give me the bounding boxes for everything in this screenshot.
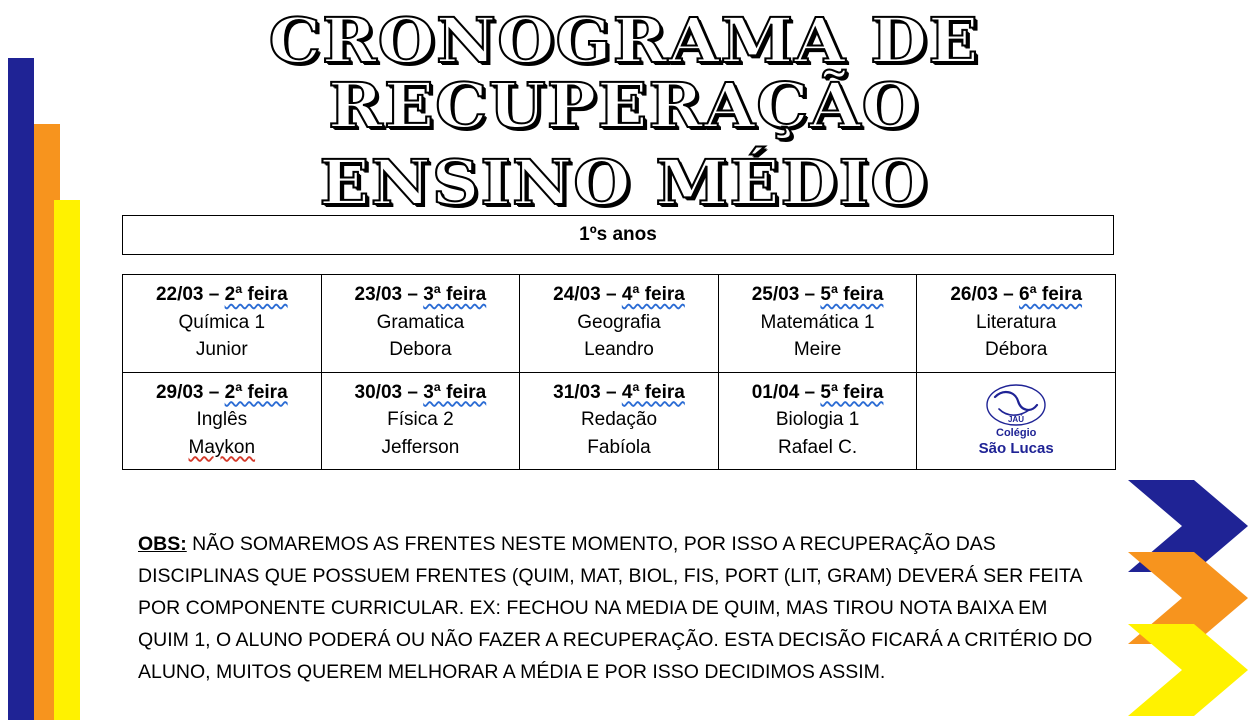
logo-cell bbox=[917, 372, 1116, 470]
title-line-2: ENSINO MÉDIO bbox=[319, 146, 929, 220]
cell-subject: Matemática 1 bbox=[760, 311, 875, 333]
svg-text:JAÚ: JAÚ bbox=[1008, 415, 1025, 425]
cell-weekday: 2ª feira bbox=[224, 381, 288, 403]
year-header-label: 1ºs anos bbox=[579, 224, 657, 245]
schedule-cell bbox=[123, 275, 322, 373]
table-row bbox=[123, 372, 1116, 470]
cell-teacher: Jefferson bbox=[381, 436, 460, 458]
cell-date: 23/03 – 3ª feira bbox=[354, 284, 487, 305]
cell-subject: Geografia bbox=[577, 311, 661, 333]
page-title bbox=[0, 4, 1248, 220]
cell-weekday: 5ª feira bbox=[820, 381, 884, 403]
cell-date: 30/03 – 3ª feira bbox=[354, 381, 487, 403]
obs-note bbox=[138, 528, 1100, 689]
schedule-cell bbox=[718, 275, 917, 373]
cell-teacher: Leandro bbox=[584, 339, 654, 361]
cell-weekday: 3ª feira bbox=[423, 381, 487, 403]
cell-date: 22/03 – 2ª feira bbox=[155, 284, 288, 305]
cell-subject: Literatura bbox=[976, 311, 1057, 333]
right-decoration bbox=[1118, 420, 1248, 720]
cell-date: 25/03 – 5ª feira bbox=[751, 284, 884, 305]
cell-subject: Redação bbox=[580, 409, 658, 431]
cell-weekday: 3ª feira bbox=[423, 284, 487, 305]
cell-subject: Gramatica bbox=[376, 311, 465, 333]
schedule-cell bbox=[123, 372, 322, 470]
cell-teacher: Rafael C. bbox=[777, 436, 858, 458]
cell-weekday: 4ª feira bbox=[621, 284, 685, 305]
logo-swoosh-icon bbox=[985, 383, 1047, 427]
logo-name-text: São Lucas bbox=[978, 439, 1054, 457]
cell-subject: Biologia 1 bbox=[775, 409, 860, 431]
cell-teacher: Meire bbox=[793, 339, 842, 361]
schedule-cell bbox=[520, 372, 719, 470]
cell-subject: Química 1 bbox=[178, 311, 266, 333]
cell-date: 24/03 – 4ª feira bbox=[553, 284, 685, 305]
schedule-table bbox=[122, 274, 1116, 470]
cell-teacher: Debora bbox=[389, 339, 452, 361]
cell-teacher: Junior bbox=[195, 339, 248, 361]
cell-date: 29/03 – 2ª feira bbox=[155, 381, 288, 403]
logo-colegio-text: Colégio bbox=[996, 427, 1037, 440]
decor-bar-yellow bbox=[54, 200, 80, 720]
schedule-cell bbox=[321, 372, 520, 470]
cell-date: 01/04 – 5ª feira bbox=[751, 381, 884, 403]
schedule-cell bbox=[718, 372, 917, 470]
title-line-1: CRONOGRAMA DE RECUPERAÇÃO bbox=[268, 4, 980, 143]
schedule-cell bbox=[520, 275, 719, 373]
schedule-cell bbox=[321, 275, 520, 373]
schedule-cell bbox=[917, 275, 1116, 373]
cell-teacher: Débora bbox=[985, 339, 1048, 361]
cell-date: 26/03 – 6ª feira bbox=[950, 284, 1083, 305]
cell-subject: Inglês bbox=[196, 409, 248, 431]
cell-date: 31/03 – 4ª feira bbox=[553, 381, 685, 403]
decor-chevron-yellow bbox=[1128, 624, 1248, 716]
cell-subject: Física 2 bbox=[387, 409, 454, 431]
obs-label: OBS: bbox=[138, 532, 187, 555]
table-row bbox=[123, 275, 1116, 373]
year-header-box bbox=[122, 215, 1114, 255]
obs-text: NÃO SOMAREMOS AS FRENTES NESTE MOMENTO, POR ISSO A RECUPERAÇÃO DAS DISCIPLINAS QUE POSSUEM FRENTES (QUIM, MAT, BIOL, FIS, PORT (LIT, GRAM) DEVERÁ SER FEITA POR COMPONENTE CURRICULAR. EX: FECHOU NA MEDIA DE QUIM, MAS TIROU NOTA BAIXA EM QUIM 1, O ALUNO PODERÁ OU NÃO FAZER A RECUPERAÇÃO. ESTA DECISÃO FICARÁ A CRITÉRIO DO ALUNO, MUITOS QUEREM MELHORAR A MÉDIA E POR ISSO DECIDIMOS ASSIM. bbox=[138, 532, 1093, 684]
cell-teacher: Maykon bbox=[188, 436, 256, 458]
cell-weekday: 4ª feira bbox=[621, 381, 685, 403]
decor-chevron-blue bbox=[1128, 480, 1248, 572]
cell-teacher: Fabíola bbox=[587, 436, 651, 458]
school-logo bbox=[921, 383, 1111, 456]
cell-weekday: 5ª feira bbox=[820, 284, 884, 305]
cell-weekday: 2ª feira bbox=[224, 284, 288, 305]
cell-weekday: 6ª feira bbox=[1019, 284, 1083, 305]
decor-chevron-orange bbox=[1128, 552, 1248, 644]
